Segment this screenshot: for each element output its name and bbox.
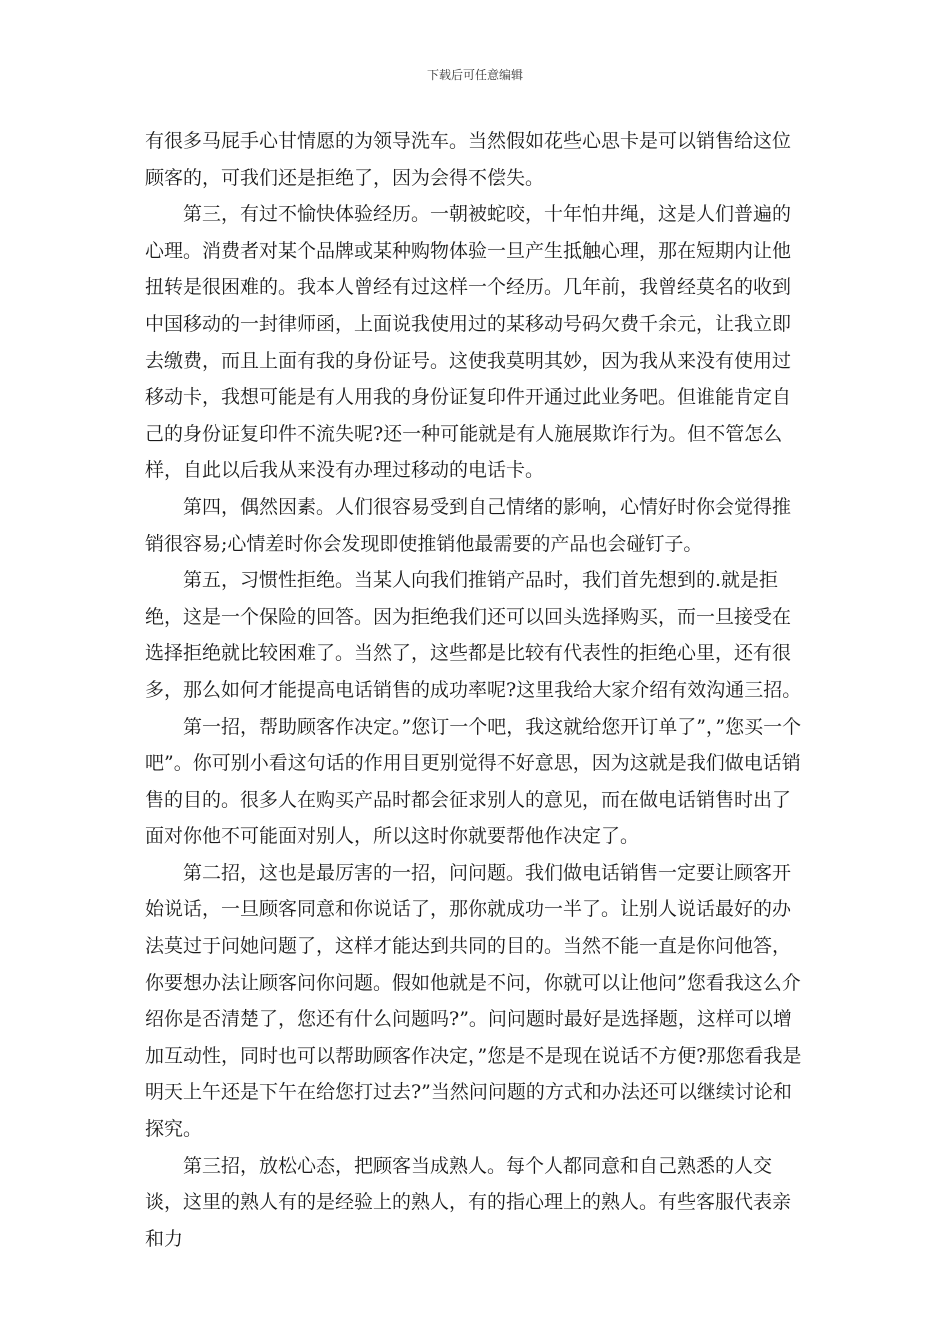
paragraph: 第五，习惯性拒绝。当某人向我们推销产品时，我们首先想到的.就是拒绝，这是一个保险的回答。因为拒绝我们还可以回头选择购买，而一旦接受在选择拒绝就比较困难了。当然了，这些都是比较有代表性的拒绝心里，还有很多，那么如何才能提高电话销售的成功率呢?这里我给大家介绍有效沟通三招。: [145, 569, 802, 701]
paragraph: 第一招，帮助顾客作决定。”您订一个吧，我这就给您开订单了”，”您买一个吧”。你可别小看这句话的作用目更别觉得不好意思，因为这就是我们做电话销售的目的。很多人在购买产品时都会征求别人的意见，而在做电话销售时出了面对你他不可能面对别人，所以这时你就要帮他作决定了。: [145, 715, 802, 848]
page-header: 下载后可任意编辑: [426, 68, 523, 82]
paragraph: 第三，有过不愉快体验经历。一朝被蛇咬，十年怕井绳，这是人们普遍的心理。消费者对某个品牌或某种购物体验一旦产生抵触心理，那在短期内让他扭转是很困难的。我本人曾经有过这样一个经历。几年前，我曾经莫名的收到中国移动的一封律师函，上面说我使用过的某移动号码欠费千余元，让我立即去缴费，而且上面有我的身份证号。这使我莫明其妙，因为我从来没有使用过移动卡，我想可能是有人用我的身份证复印件开通过此业务吧。但谁能肯定自己的身份证复印件不流失呢?还一种可能就是有人施展欺诈行为。但不管怎么样，自此以后我从来没有办理过移动的电话卡。: [145, 203, 792, 482]
paragraph: 第二招，这也是最厉害的一招，问问题。我们做电话销售一定要让顾客开始说话，一旦顾客同意和你说话了，那你就成功一半了。让别人说话最好的办法莫过于问她问题了，这样才能达到共同的目的。当然不能一直是你问他答，你要想办法让顾客问你问题。假如他就是不问，你就可以让他问”您看我这么介绍你是否清楚了，您还有什么问题吗?”。问问题时最好是选择题，这样可以增加互动性，同时也可以帮助顾客作决定，”您是不是现在说话不方便?那您看我是明天上午还是下午在给您打过去?”当然问问题的方式和办法还可以继续讨论和探究。: [145, 861, 802, 1141]
paragraph: 第三招，放松心态，把顾客当成熟人。每个人都同意和自己熟悉的人交谈，这里的熟人有的是经验上的熟人，有的指心理上的熟人。有些客服代表亲和力: [145, 1154, 792, 1250]
paragraph: 第四，偶然因素。人们很容易受到自己情绪的影响，心情好时你会觉得推销很容易;心情差时你会发现即使推销他最需要的产品也会碰钉子。: [145, 495, 792, 555]
document-body: [145, 123, 807, 1257]
paragraph: 有很多马屁手心甘情愿的为领导洗车。当然假如花些心思卡是可以销售给这位顾客的，可我们还是拒绝了，因为会得不偿失。: [145, 130, 792, 189]
